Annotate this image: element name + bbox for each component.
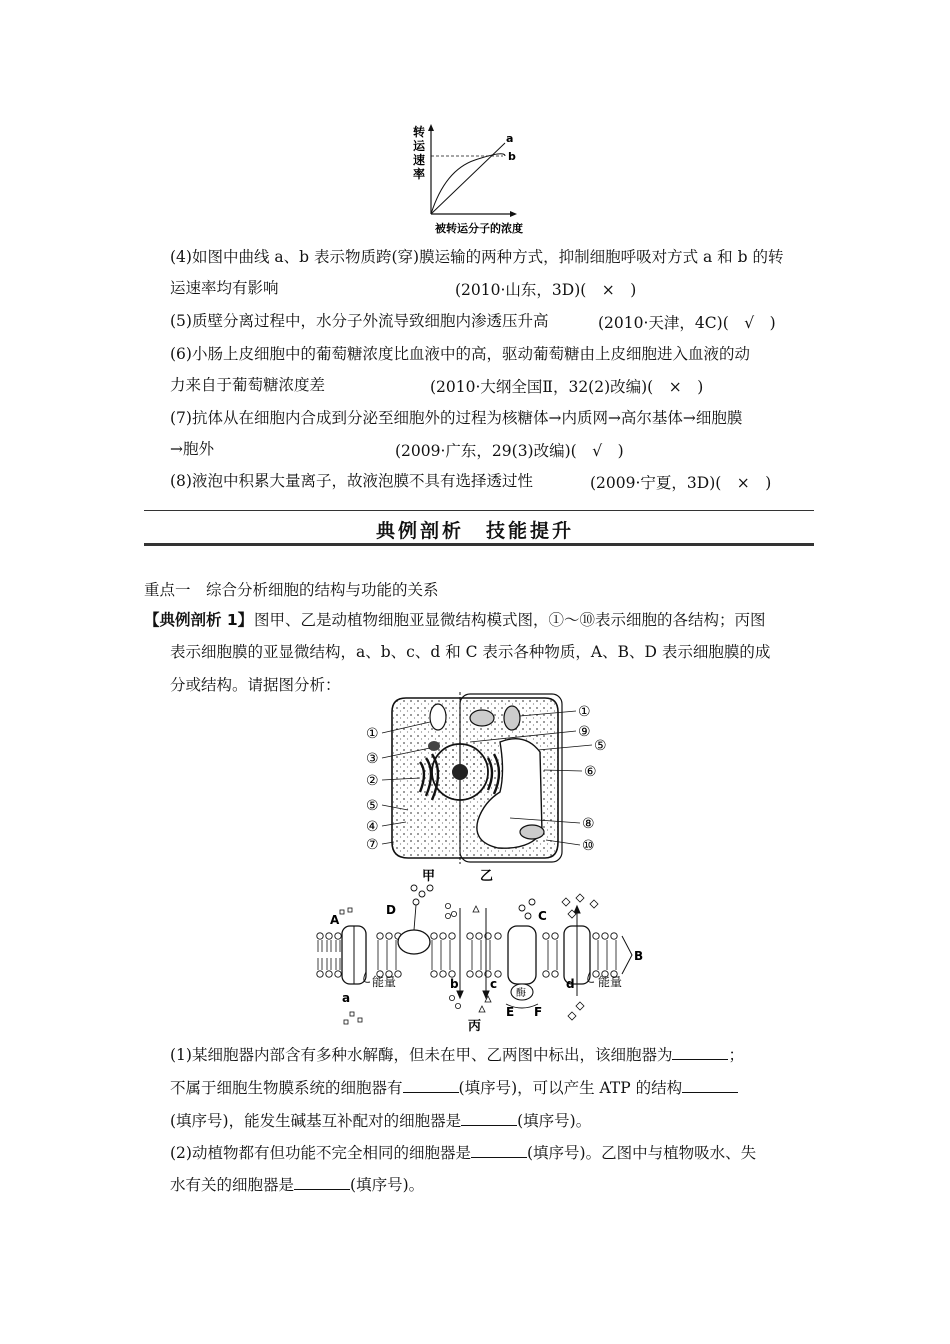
label-d: d bbox=[566, 977, 575, 991]
centrosome bbox=[428, 741, 440, 751]
right-label-1: ① bbox=[578, 704, 591, 720]
item-6-line-1: (6)小肠上皮细胞中的葡萄糖浓度比血液中的高，驱动葡萄糖由上皮细胞进入血液的动 bbox=[170, 345, 750, 363]
item-4-line-2: 运速率均有影响 bbox=[170, 279, 279, 297]
answer-blank-2[interactable] bbox=[403, 1078, 459, 1093]
item-5-source: (2010·天津，4C)( √ ) bbox=[598, 314, 776, 332]
section-title: 典例剖析 技能提升 bbox=[375, 520, 574, 542]
answer-blank-4[interactable] bbox=[461, 1111, 517, 1126]
left-label-5: ④ bbox=[366, 819, 379, 835]
label-E: E bbox=[506, 1005, 515, 1019]
left-label-4: ⑤ bbox=[366, 798, 379, 814]
question-2-line-1: (2)动植物都有但功能不完全相同的细胞器是 (填序号)。乙图中与植物吸水、失 bbox=[170, 1144, 757, 1162]
focus-heading: 重点一 综合分析细胞的结构与功能的关系 bbox=[144, 581, 439, 599]
item-8-text: (8)液泡中积累大量离子，故液泡膜不具有选择透过性 bbox=[170, 472, 533, 490]
item-6-source: (2010·大纲全国Ⅱ，32(2)改编)( × ) bbox=[430, 378, 704, 396]
energy-label-left: 能量 bbox=[372, 975, 397, 989]
graph-curve-a bbox=[431, 143, 505, 214]
example-line-2: 表示细胞膜的亚显微结构，a、b、c、d 和 C 表示各种物质，A、B、D 表示细胞膜的成 bbox=[170, 643, 771, 661]
item-5-text: (5)质壁分离过程中，水分子外流导致细胞内渗透压升高 bbox=[170, 312, 549, 330]
left-label-6: ⑦ bbox=[366, 837, 379, 853]
label-b: b bbox=[450, 977, 459, 991]
question-1-line-3: (填序号)，能发生碱基互补配对的细胞器是 (填序号)。 bbox=[170, 1112, 592, 1130]
graph-ylabel-3: 速 bbox=[413, 153, 426, 167]
graph-ylabel-2: 运 bbox=[413, 139, 426, 153]
graph-xlabel: 被转运分子的浓度 bbox=[435, 222, 523, 235]
caption-bing: 丙 bbox=[468, 1019, 482, 1034]
chloroplast-3 bbox=[520, 825, 544, 839]
membrane-diagram bbox=[310, 884, 646, 1034]
enzyme-label: 酶 bbox=[516, 988, 526, 999]
protein-D bbox=[398, 930, 430, 954]
label-c: c bbox=[490, 977, 498, 991]
right-label-6: ⑩ bbox=[582, 838, 595, 854]
item-7-line-2: →胞外 bbox=[170, 440, 214, 458]
section-bottom-rule bbox=[144, 543, 814, 546]
right-label-3: ⑤ bbox=[594, 738, 607, 754]
cell-diagram bbox=[360, 692, 610, 887]
left-label-3: ② bbox=[366, 773, 379, 789]
answer-blank-1[interactable] bbox=[672, 1045, 728, 1060]
example-line-1: 图甲、乙是动植物细胞亚显微结构模式图，①～⑩表示细胞的各结构；丙图 bbox=[254, 611, 766, 629]
item-7-line-1: (7)抗体从在细胞内合成到分泌至细胞外的过程为核糖体→内质网→高尔基体→细胞膜 bbox=[170, 409, 743, 427]
item-7-source: (2009·广东，29(3)改编)( √ ) bbox=[395, 442, 624, 460]
transport-rate-graph bbox=[385, 120, 555, 238]
answer-blank-5[interactable] bbox=[471, 1143, 527, 1158]
label-B: B bbox=[634, 949, 644, 963]
section-top-rule bbox=[144, 510, 814, 511]
graph-label-a: a bbox=[506, 132, 514, 145]
label-D: D bbox=[386, 903, 396, 917]
chloroplast-2 bbox=[504, 706, 520, 730]
answer-blank-6[interactable] bbox=[294, 1175, 350, 1190]
graph-curve-b bbox=[431, 154, 505, 214]
label-F: F bbox=[534, 1005, 543, 1019]
caption-yi: 乙 bbox=[480, 869, 494, 884]
nucleolus bbox=[452, 764, 468, 780]
item-6-line-2: 力来自于葡萄糖浓度差 bbox=[170, 376, 326, 394]
energy-label-right: 能量 bbox=[598, 975, 623, 989]
caption-jia: 甲 bbox=[422, 869, 436, 884]
question-2-line-2: 水有关的细胞器是 (填序号)。 bbox=[170, 1176, 425, 1194]
glycocalyx bbox=[411, 885, 535, 919]
left-label-2: ③ bbox=[366, 751, 379, 767]
question-1-line-1: (1)某细胞器内部含有多种水解酶，但未在甲、乙两图中标出，该细胞器为 ； bbox=[170, 1046, 744, 1064]
item-8-source: (2009·宁夏，3D)( × ) bbox=[590, 474, 772, 492]
example-tag: 【典例剖析 1】 bbox=[144, 611, 254, 629]
graph-ylabel-1: 转 bbox=[413, 125, 426, 139]
graph-ylabel-4: 率 bbox=[413, 167, 426, 181]
right-label-2: ⑨ bbox=[578, 724, 591, 740]
right-label-4: ⑥ bbox=[584, 764, 597, 780]
item-4-line-1: (4)如图中曲线 a、b 表示物质跨(穿)膜运输的两种方式，抑制细胞呼吸对方式 a 和 b 的转 bbox=[170, 248, 784, 266]
graph-label-b: b bbox=[508, 150, 516, 163]
label-a: a bbox=[342, 991, 351, 1005]
question-1-line-2: 不属于细胞生物膜系统的细胞器有 (填序号)，可以产生 ATP 的结构 bbox=[170, 1078, 738, 1098]
answer-blank-3[interactable] bbox=[682, 1078, 738, 1093]
item-4-source: (2010·山东，3D)( × ) bbox=[455, 281, 637, 299]
bracket-B bbox=[622, 936, 632, 974]
protein-carrier-c bbox=[508, 926, 536, 984]
label-C: C bbox=[538, 909, 547, 923]
right-label-5: ⑧ bbox=[582, 816, 595, 832]
mitochondrion bbox=[430, 704, 446, 730]
chloroplast-1 bbox=[470, 710, 494, 726]
left-label-1: ① bbox=[366, 726, 379, 742]
example-line-3: 分或结构。请据图分析： bbox=[170, 676, 341, 694]
label-A: A bbox=[330, 913, 340, 927]
